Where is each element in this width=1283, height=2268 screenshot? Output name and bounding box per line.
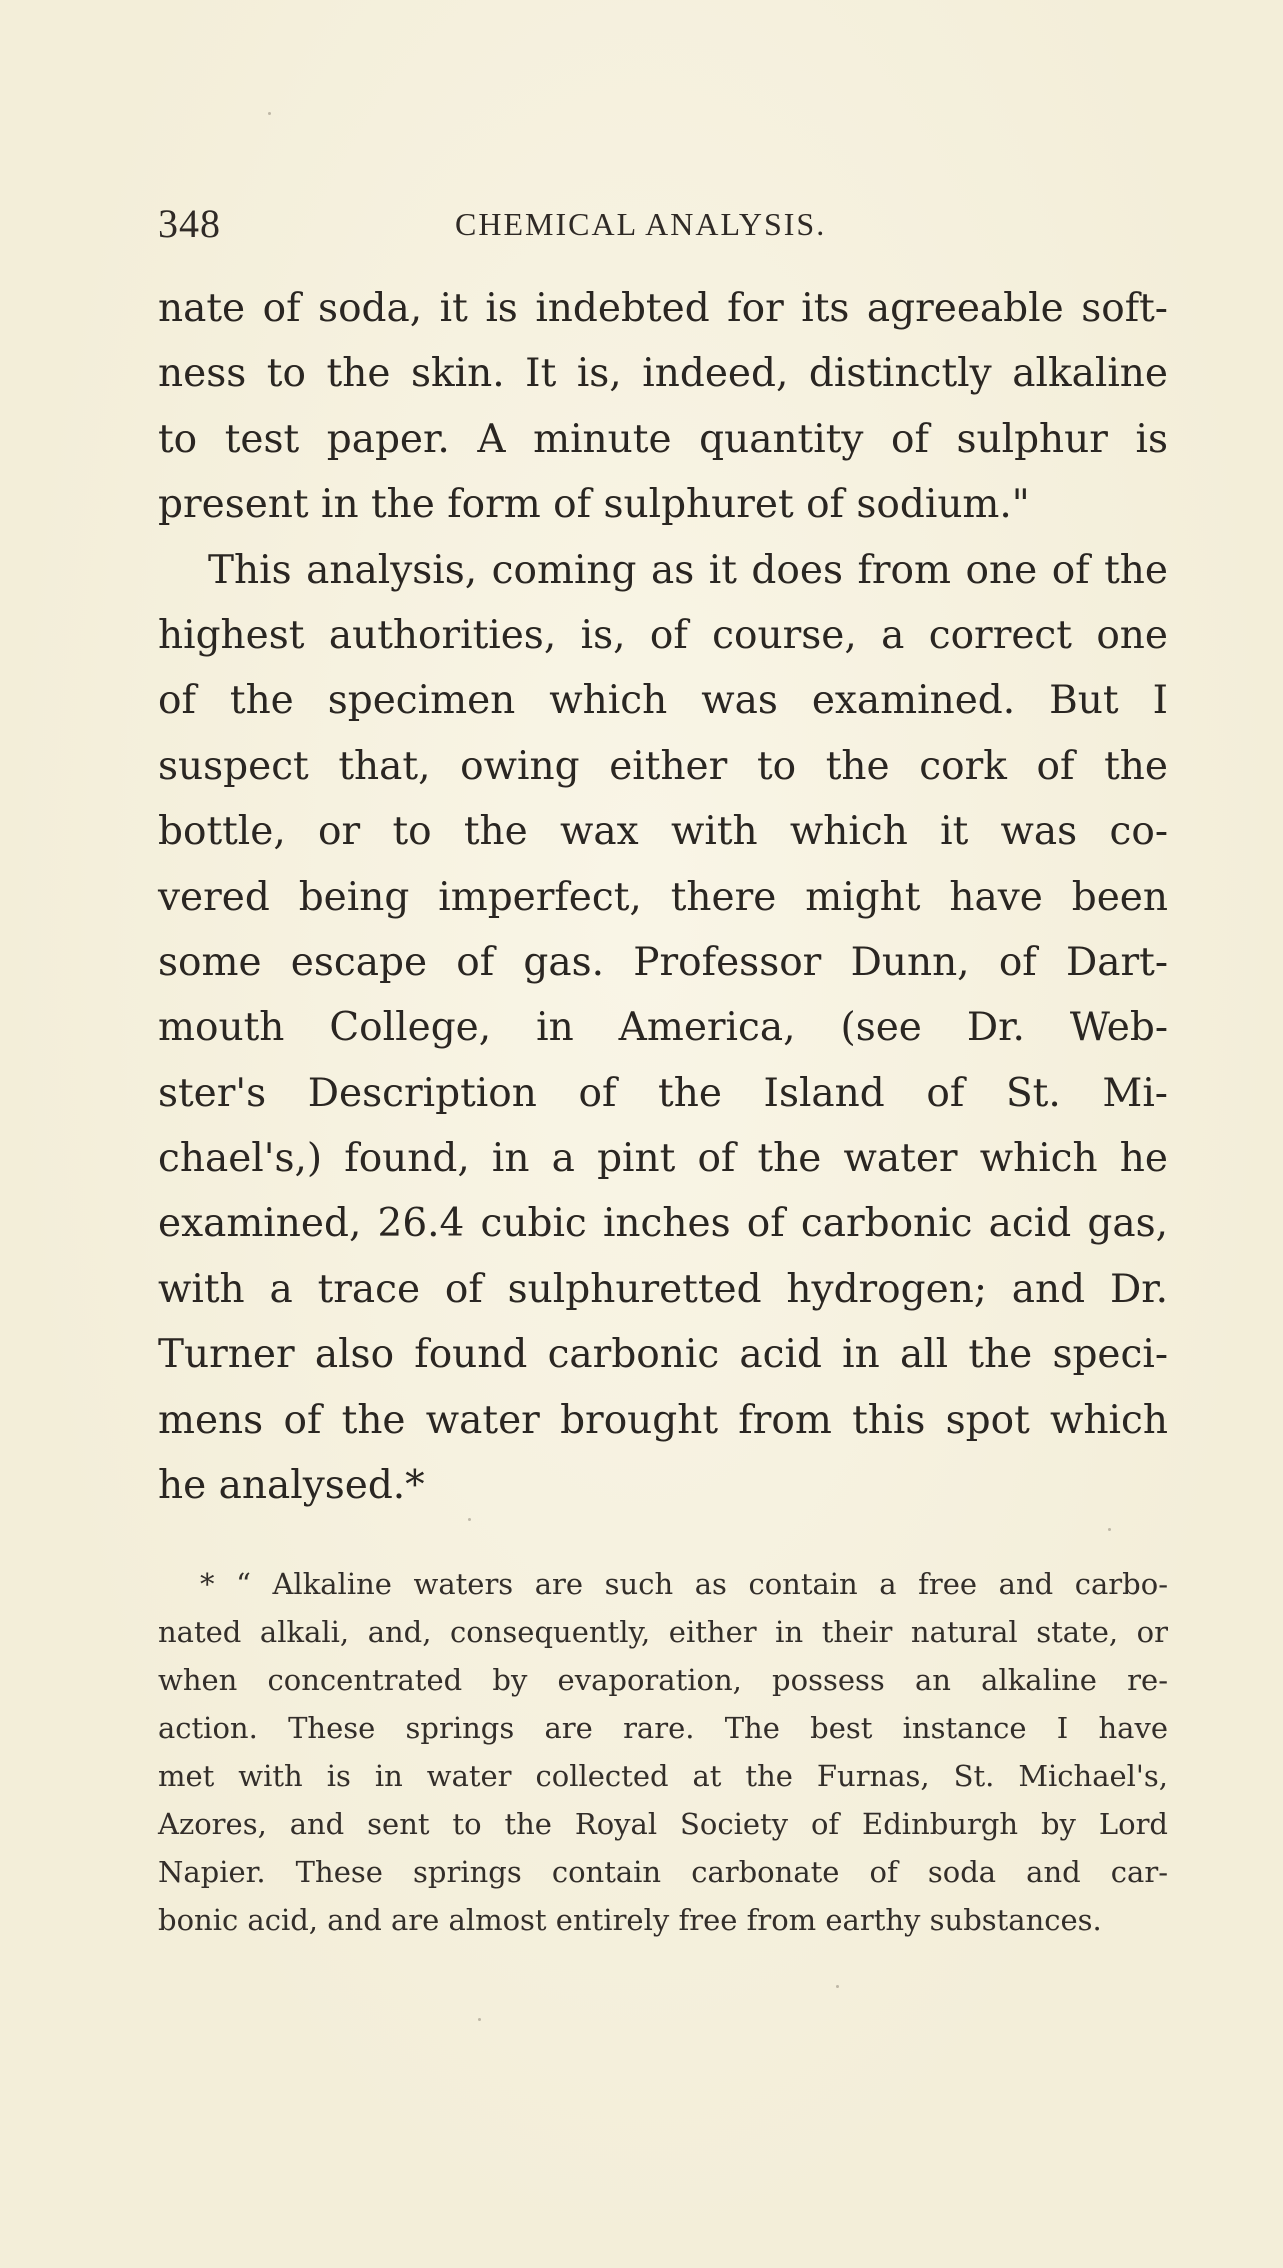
body-line: suspect that, owing either to the cork of the bbox=[158, 743, 1168, 789]
page-number: 348 bbox=[158, 201, 221, 246]
footnote-line: bonic acid, and are almost entirely free from earthy substances. bbox=[158, 1903, 1102, 1937]
footnote-line: * “ Alkaline waters are such as contain a free and carbo- bbox=[200, 1567, 1168, 1601]
body-line: ster's Description of the Island of St. Mi- bbox=[158, 1070, 1168, 1116]
paper-speck bbox=[468, 1518, 471, 1521]
footnote-line: nated alkali, and, consequently, either in their natural state, or bbox=[158, 1615, 1168, 1649]
body-line: bottle, or to the wax with which it was co- bbox=[158, 809, 1168, 855]
footnote-line: Napier. These springs contain carbonate of soda and car- bbox=[158, 1855, 1168, 1889]
page-header bbox=[158, 200, 1158, 260]
body-line: nate of soda, it is indebted for its agreeable soft- bbox=[158, 286, 1168, 331]
body-line: he analysed.* bbox=[158, 1463, 425, 1509]
body-line: mouth College, in America, (see Dr. Web- bbox=[158, 1005, 1168, 1051]
body-line: to test paper. A minute quantity of sulphur is bbox=[158, 416, 1168, 462]
footnote-line: Azores, and sent to the Royal Society of Edinburgh by Lord bbox=[158, 1807, 1168, 1841]
paper-speck bbox=[268, 112, 271, 115]
footnote bbox=[158, 1560, 1168, 1944]
body-line: Turner also found carbonic acid in all the speci- bbox=[158, 1332, 1168, 1378]
body-text bbox=[158, 276, 1168, 1518]
body-line: of the specimen which was examined. But I bbox=[158, 678, 1168, 724]
body-line: vered being imperfect, there might have been bbox=[158, 874, 1168, 920]
body-line: examined, 26.4 cubic inches of carbonic acid gas, bbox=[158, 1201, 1168, 1247]
paper-speck bbox=[1108, 1528, 1111, 1531]
running-title: CHEMICAL ANALYSIS. bbox=[455, 206, 827, 242]
body-line: with a trace of sulphuretted hydrogen; and Dr. bbox=[158, 1266, 1168, 1312]
body-line: mens of the water brought from this spot which bbox=[158, 1397, 1168, 1443]
body-line: ness to the skin. It is, indeed, distinctly alkaline bbox=[158, 351, 1168, 397]
body-line: some escape of gas. Professor Dunn, of Dart- bbox=[158, 939, 1168, 985]
footnote-line: action. These springs are rare. The best instance I have bbox=[158, 1711, 1168, 1745]
body-line: highest authorities, is, of course, a correct one bbox=[158, 612, 1168, 658]
body-line: present in the form of sulphuret of sodium." bbox=[158, 482, 1030, 528]
body-line: This analysis, coming as it does from one of the bbox=[208, 547, 1168, 593]
footnote-line: when concentrated by evaporation, possess an alkaline re- bbox=[158, 1663, 1168, 1697]
paper-speck bbox=[478, 2018, 481, 2021]
footnote-line: met with is in water collected at the Furnas, St. Michael's, bbox=[158, 1759, 1168, 1793]
body-line: chael's,) found, in a pint of the water which he bbox=[158, 1136, 1168, 1182]
paper-speck bbox=[836, 1985, 839, 1988]
